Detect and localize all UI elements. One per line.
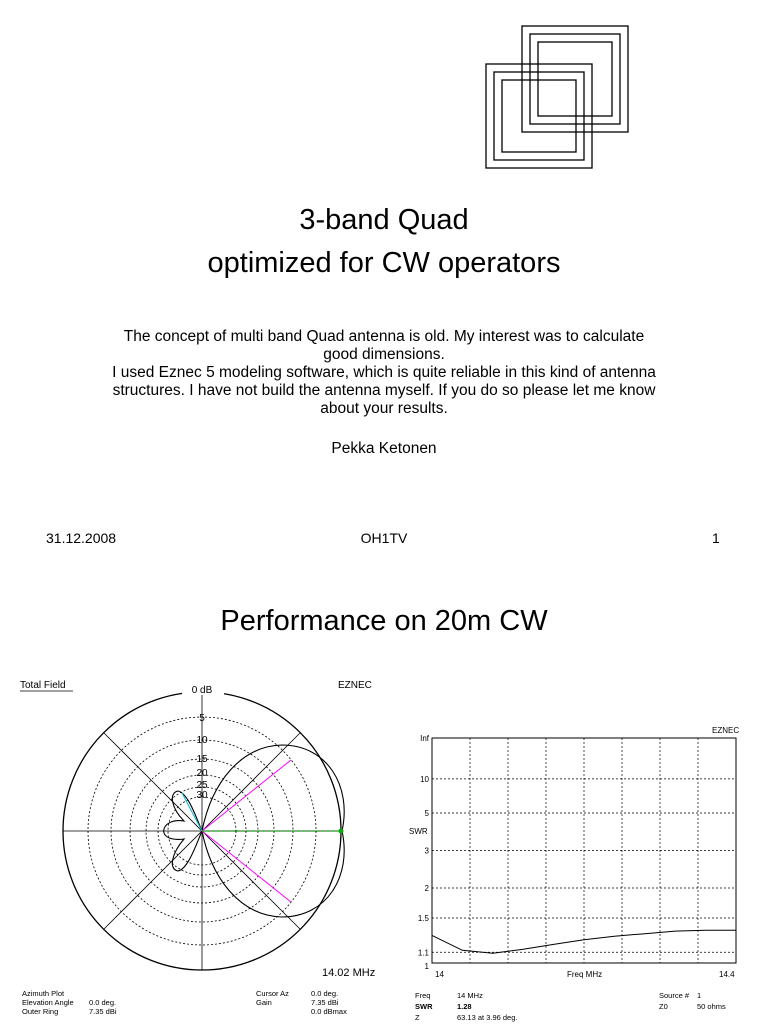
polar-gain-label: Gain (256, 998, 272, 1007)
swr-plot (405, 722, 750, 1024)
azimuth-polar-plot (0, 672, 390, 1024)
polar-info-value-2: 7.35 dBi (89, 1007, 117, 1016)
polar-info-label-1: Elevation Angle (22, 998, 74, 1007)
swr-source-label: Source # (659, 991, 690, 1000)
ring-label-0: 0 dB (191, 685, 213, 696)
swr-y-tick-0: Inf (420, 734, 429, 743)
author-name: Pekka Ketonen (331, 440, 437, 457)
quad-logo (484, 24, 630, 170)
polar-dbmax-value: 0.0 dBmax (311, 1007, 347, 1016)
polar-info-value-1: 0.0 deg. (89, 998, 117, 1007)
swr-x-end: 14.4 (719, 970, 735, 979)
slide-title: Performance on 20m CW (220, 605, 548, 637)
swr-swr-value: 1.28 (457, 1002, 472, 1011)
swr-y-tick-5: 1.5 (417, 914, 429, 923)
beamwidth-line-bottom (202, 831, 291, 902)
footer-page-number: 1 (712, 530, 720, 546)
footer-callsign: OH1TV (360, 530, 408, 546)
swr-y-tick-1: 10 (420, 774, 429, 784)
swr-freq-label: Freq (415, 991, 431, 1000)
swr-y-axis-label: SWR (409, 827, 428, 836)
beamwidth-line-top (202, 760, 291, 831)
swr-z-label: Z (415, 1013, 420, 1022)
ring-label-25: 25 (196, 780, 208, 791)
swr-y-tick-4: 2 (424, 884, 429, 893)
modeling-paragraph: I used Eznec 5 modeling software, which is quite reliable in this kind of antenna structures. I have not build the antenna myself. If you do so please let me know about your results. (112, 364, 656, 417)
swr-y-tick-2: 5 (424, 809, 429, 818)
swr-brand: EZNEC (712, 726, 740, 735)
polar-brand: EZNEC (338, 680, 372, 691)
polar-frequency: 14.02 MHz (322, 967, 376, 979)
swr-x-label: Freq MHz (567, 970, 603, 979)
swr-freq-value: 14 MHz (457, 991, 483, 1000)
polar-info-label-0: Azimuth Plot (22, 989, 65, 998)
ring-label-30: 30 (196, 790, 208, 801)
polar-info-label-2: Outer Ring (22, 1007, 59, 1016)
polar-cursor-label: Cursor Az (256, 989, 289, 998)
intro-paragraph: The concept of multi band Quad antenna is old. My interest was to calculate good dimensions. (123, 328, 645, 363)
polar-cursor-value: 0.0 deg. (311, 989, 339, 998)
swr-y-tick-7: 1 (424, 962, 429, 971)
swr-y-tick-3: 3 (424, 846, 429, 856)
ring-label-15: 15 (196, 754, 208, 765)
ring-label-10: 10 (196, 735, 208, 746)
swr-source-value: 1 (697, 991, 702, 1000)
swr-z0-value: 50 ohms (697, 1002, 726, 1011)
ring-label-5: 5 (199, 713, 205, 724)
ring-label-20: 20 (196, 768, 208, 779)
polar-field-label: Total Field (20, 680, 66, 691)
swr-x-start: 14 (435, 970, 444, 979)
swr-curve (432, 930, 736, 953)
title-line-2: optimized for CW operators (207, 247, 561, 279)
swr-grid (432, 738, 736, 963)
cursor-point (339, 829, 344, 834)
polar-gain-value: 7.35 dBi (311, 998, 339, 1007)
title-line-1: 3-band Quad (299, 204, 469, 236)
swr-z0-label: Z0 (659, 1002, 668, 1011)
swr-z-value: 63.13 at 3.96 deg. (457, 1013, 518, 1022)
swr-swr-label: SWR (415, 1002, 433, 1011)
swr-y-tick-6: 1.1 (417, 948, 429, 958)
footer-date: 31.12.2008 (46, 530, 117, 546)
